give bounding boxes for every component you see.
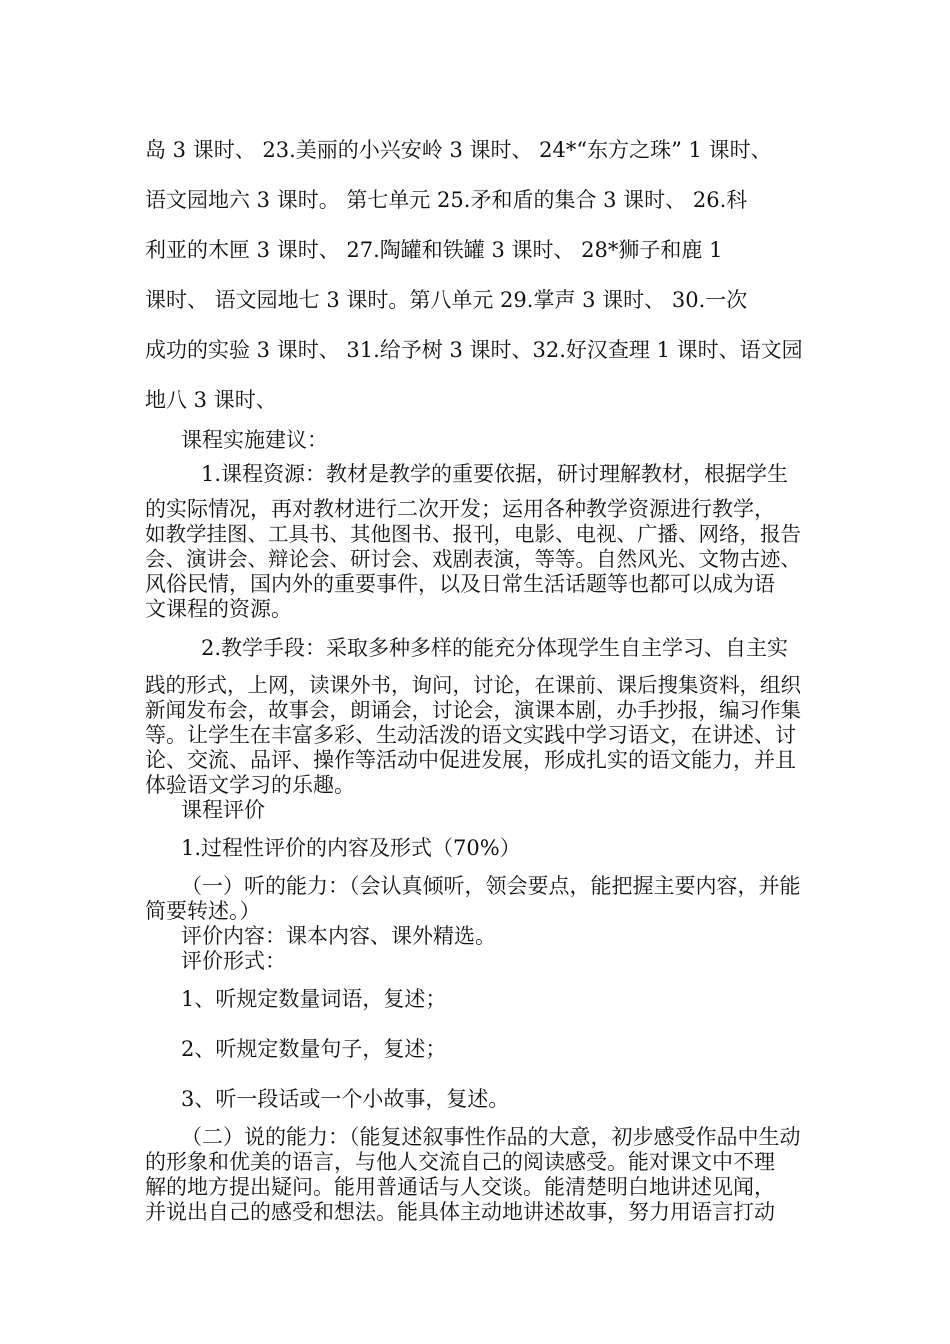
text-line: 文课程的资源。 [145,597,292,621]
text-line: 等。让学生在丰富多彩、生动活泼的语文实践中学习语文，在讲述、讨 [145,723,796,747]
text-line: 1、听规定数量词语，复述； [181,987,447,1011]
text-line: 地八 3 课时、 [145,388,277,412]
text-line: 会、演讲会、辩论会、研讨会、戏剧表演，等等。自然风光、文物古迹、 [145,547,801,571]
text-line: 岛 3 课时、 23.美丽的小兴安岭 3 课时、 24*“东方之珠” 1 课时、 [145,138,772,162]
text-line: 2.教学手段：采取多种多样的能充分体现学生自主学习、自主实 [201,636,789,660]
text-line: 风俗民情，国内外的重要事件，以及日常生活话题等也都可以成为语 [145,572,775,596]
text-line: 并说出自己的感受和想法。能具体主动地讲述故事，努力用语言打动 [145,1200,775,1224]
text-line: 新闻发布会，故事会，朗诵会，讨论会，演课本剧，办手抄报，编习作集 [145,698,801,722]
text-line: （二）说的能力：（能复述叙事性作品的大意，初步感受作品中生动 [181,1125,801,1149]
text-line: （一）听的能力：（会认真倾听，领会要点，能把握主要内容，并能 [181,874,801,898]
text-line: 2、听规定数量句子，复述； [181,1037,447,1061]
text-line: 课时、 语文园地七 3 课时。第八单元 29.掌声 3 课时、 30.一次 [145,288,748,312]
text-line: 成功的实验 3 课时、 31.给予树 3 课时、32.好汉查理 1 课时、语文园 [145,338,803,362]
text-line: 解的地方提出疑问。能用普通话与人交谈。能清楚明白地讲述见闻， [145,1175,775,1199]
text-line: 1.课程资源：教材是教学的重要依据，研讨理解教材，根据学生 [201,462,789,486]
text-line: 论、交流、品评、操作等活动中促进发展，形成扎实的语文能力，并且 [145,748,796,772]
text-line: 课程评价 [181,798,265,822]
text-line: 的形象和优美的语言，与他人交流自己的阅读感受。能对课文中不理 [145,1150,775,1174]
text-line: 的实际情况，再对教材进行二次开发；运用各种教学资源进行教学， [145,497,775,521]
text-line: 践的形式，上网，读课外书，询问，讨论，在课前、课后搜集资料，组织 [145,673,801,697]
text-line: 体验语文学习的乐趣。 [145,773,355,797]
text-line: 简要转述。） [145,899,261,923]
text-line: 3、听一段话或一个小故事，复述。 [181,1087,510,1111]
text-line: 1.过程性评价的内容及形式（70%） [181,836,521,860]
text-line: 课程实施建议： [181,428,328,452]
text-line: 如教学挂图、工具书、其他图书、报刊，电影、电视、广播、网络，报告 [145,522,801,546]
text-line: 语文园地六 3 课时。 第七单元 25.矛和盾的集合 3 课时、 26.科 [145,188,748,212]
text-line: 评价内容：课本内容、课外精选。 [181,924,496,948]
text-line: 利亚的木匣 3 课时、 27.陶罐和铁罐 3 课时、 28*狮子和鹿 1 [145,238,723,262]
text-line: 评价形式： [181,949,286,973]
